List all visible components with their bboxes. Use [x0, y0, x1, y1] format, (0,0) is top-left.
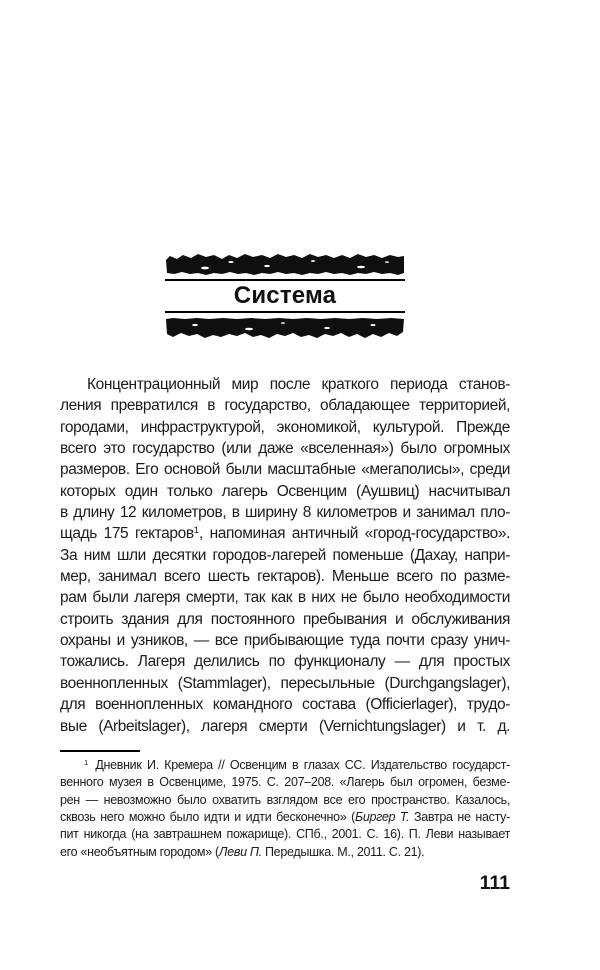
text-line: [60, 587, 510, 608]
page-number: 111: [479, 872, 510, 894]
text-segment: , напоминая античный «город-государство».: [199, 525, 510, 543]
text-segment: для военнопленных командного состава (Officierlager), трудо-: [60, 696, 510, 714]
text-segment: Завтра не насту-: [409, 810, 510, 825]
text-line: [60, 545, 510, 566]
footnote-reference: 1: [193, 525, 200, 537]
text-segment: ления превратился в государство, обладающее территорией,: [60, 397, 510, 415]
italic-citation: Биргер Т.: [354, 810, 410, 825]
text-segment: Передышка. М., 2011. С. 21).: [261, 844, 425, 859]
footnote-divider: [60, 750, 140, 752]
text-line: [60, 374, 510, 395]
text-segment: военнопленных (Stammlager), пересыльные (Durchgangslager),: [60, 674, 510, 692]
footnote-text: [60, 757, 510, 861]
text-segment: За ним шли десятки городов-лагерей поменьше (Дахау, напри-: [60, 546, 510, 564]
text-segment: вые (Arbeitslager), лагеря смерти (Vernichtungslager) и т. д.: [60, 717, 510, 735]
footnote-reference: 1: [84, 757, 89, 767]
text-line: [60, 609, 510, 630]
text-line: [60, 809, 510, 826]
chapter-title: Система: [233, 282, 337, 309]
italic-citation: Леви П.: [218, 844, 262, 859]
text-line: [60, 651, 510, 672]
text-segment: щадь 175 гектаров: [60, 525, 194, 543]
text-line: [60, 523, 510, 544]
text-line: [60, 792, 510, 809]
text-line: [60, 395, 510, 416]
text-segment: его «необъятным городом» (: [60, 844, 219, 859]
footnote: [60, 750, 510, 861]
decorative-distressed-bar-top: [165, 252, 405, 276]
text-line: [60, 826, 510, 843]
chapter-heading: [165, 252, 405, 340]
text-segment: в длину 12 километров, в ширину 8 километров и занимал пло-: [60, 504, 510, 522]
text-line: [60, 716, 510, 737]
decorative-distressed-bar-bottom: [165, 316, 405, 340]
text-segment: городами, инфраструктурой, экономикой, культурой. Прежде: [60, 418, 510, 436]
heading-rule-bottom: [165, 311, 405, 313]
text-segment: сквозь него можно было идти и идти бесконечно» (: [60, 810, 355, 825]
text-segment: которых один только лагерь Освенцим (Аушвиц) насчитывал: [60, 482, 510, 500]
text-line: [60, 844, 510, 861]
text-segment: рен — невозможно было охватить взглядом все его пространство. Казалось,: [60, 792, 510, 807]
text-segment: рам были лагеря смерти, так как в них не было необходимости: [60, 589, 510, 607]
text-segment: строить здания для постоянного пребывания и обслуживания: [60, 610, 510, 628]
text-line: [60, 417, 510, 438]
text-segment: всего это государство (или даже «вселенная») было огромных: [60, 440, 510, 458]
text-line: [60, 630, 510, 651]
text-line: [60, 502, 510, 523]
text-line: [60, 481, 510, 502]
text-line: [60, 774, 510, 791]
text-line: [60, 438, 510, 459]
body-paragraph: [60, 374, 510, 737]
text-line: [60, 673, 510, 694]
text-line: [60, 459, 510, 480]
text-segment: размеров. Его основой были масштабные «мегаполисы», среди: [60, 461, 510, 479]
text-column: [60, 0, 510, 861]
text-line: [60, 566, 510, 587]
text-segment: пит никогда (на завтрашнем пожарище). СПб., 2001. С. 16). П. Леви называет: [60, 827, 510, 842]
text-segment: мер, занимал всего шесть гектаров). Меньше всего по разме-: [60, 568, 510, 586]
text-segment: охраны и узников, — все прибывающие туда почти сразу унич-: [60, 632, 510, 650]
text-segment: венного музея в Освенциме, 1975. С. 207–208. «Лагерь был огромен, безме-: [60, 775, 510, 790]
text-line: [60, 694, 510, 715]
text-segment: тожались. Лагеря делились по функционалу — для простых: [60, 653, 510, 671]
text-segment: Дневник И. Кремера // Освенцим в глазах СС. Издательство государст-: [95, 757, 510, 772]
text-line: [60, 757, 510, 774]
text-segment: Концентрационный мир после краткого периода станов-: [87, 376, 510, 393]
